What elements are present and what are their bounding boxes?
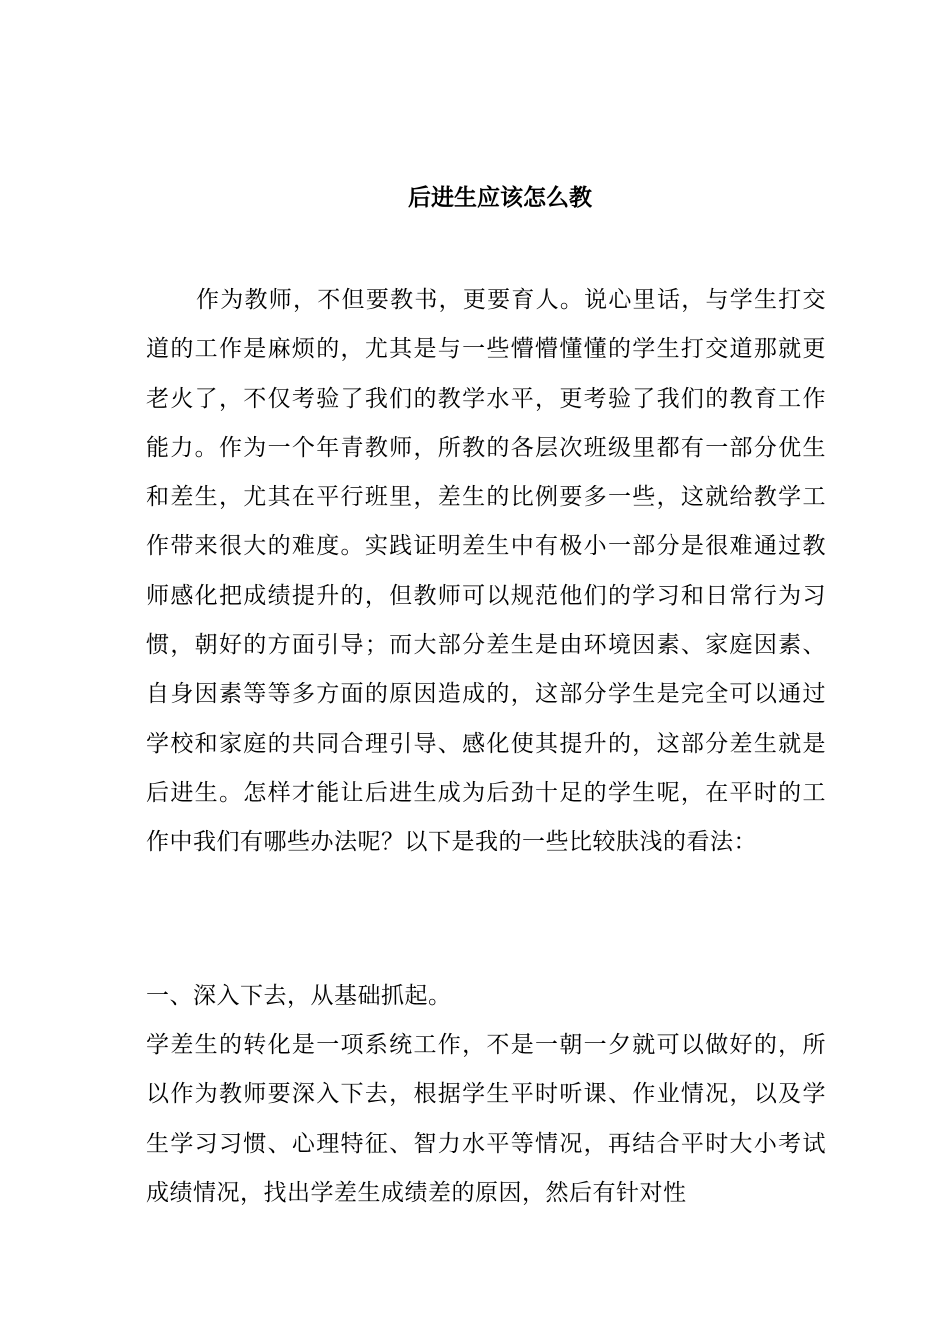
section-body-paragraph: 学差生的转化是一项系统工作，不是一朝一夕就可以做好的，所以作为教师要深入下去，根据学生平时听课、作业情况，以及学生学习习惯、心理特征、智力水平等情况，再结合平时大小考试成绩情况，找出学差生成绩差的原因，然后有针对性 — [146, 1032, 826, 1206]
section-heading: 一、深入下去，从基础抓起。 — [146, 983, 452, 1009]
document-title: 后进生应该怎么教 — [408, 185, 592, 211]
intro-paragraph: 作为教师，不但要教书，更要育人。说心里话，与学生打交道的工作是麻烦的，尤其是与一些懵懵懂懂的学生打交道那就更老火了，不仅考验了我们的教学水平，更考验了我们的教育工作能力。作为一个年青教师，所教的各层次班级里都有一部分优生和差生，尤其在平行班里，差生的比例要多一些，这就给教学工作带来很大的难度。实践证明差生中有极小一部分是很难通过教师感化把成绩提升的，但教师可以规范他们的学习和日常行为习惯，朝好的方面引导；而大部分差生是由环境因素、家庭因素、自身因素等等多方面的原因造成的，这部分学生是完全可以通过学校和家庭的共同合理引导、感化使其提升的，这部分差生就是后进生。怎样才能让后进生成为后劲十足的学生呢，在平时的工作中我们有哪些办法呢？以下是我的一些比较肤浅的看法： — [146, 287, 826, 856]
